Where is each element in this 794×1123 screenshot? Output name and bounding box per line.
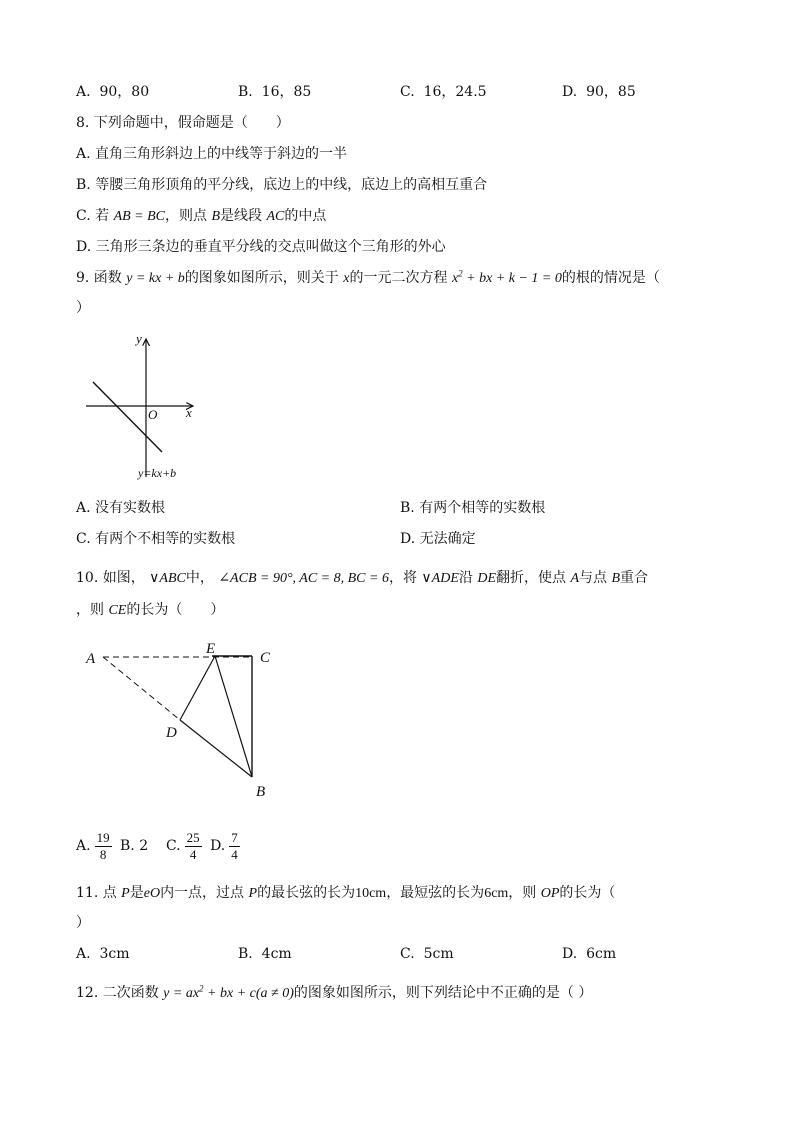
q7-option-a[interactable]: A. 90，80 (76, 84, 150, 100)
q10-option-c[interactable]: C. $\frac{25}{4}$ (165, 829, 200, 862)
math-expr: AB = BC (113, 209, 166, 224)
q7-option-b[interactable]: B. 16，85 (238, 84, 312, 100)
point-e-label: E (206, 641, 216, 657)
q8-option-c[interactable]: C. 若 AB = BC，则点 B是线段 AC的中点 (76, 208, 327, 224)
q11-stem: 11. 点 P是eO内一点，过点 P的最长弦的长为10cm，最短弦的长为6cm，则 OP的长为（ (76, 885, 616, 901)
q7-option-d[interactable]: D. 90，85 (562, 84, 636, 100)
q10-stem-line2: ，则 CE的长为（ ） (76, 602, 225, 618)
q8-option-a[interactable]: A. 直角三角形斜边上的中线等于斜边的一半 (76, 146, 348, 162)
q9-stem-close: ） (76, 300, 90, 316)
math-expr: $x^2$ + bx + k − 1 = 0 (451, 268, 562, 286)
math-expr: ∠ACB = 90°, AC = 8, BC = 6 (218, 571, 389, 586)
q8-stem: 8. 下列命题中，假命题是（ ） (76, 115, 290, 131)
math-expr: y = kx + b (126, 271, 185, 286)
y-axis-label: y (136, 331, 142, 346)
q11-option-c[interactable]: C. 5cm (400, 946, 454, 962)
line-label: y=kx+b (138, 466, 177, 480)
q11-option-d[interactable]: D. 6cm (562, 946, 617, 962)
x-axis-label: x (186, 405, 192, 420)
origin-label: O (148, 407, 158, 422)
q9-graph (80, 325, 210, 490)
point-c-label: C (260, 650, 271, 666)
q9-option-d[interactable]: D. 无法确定 (400, 531, 476, 547)
q10-figure (82, 636, 282, 804)
point-d-label: D (166, 725, 177, 741)
q10-option-a[interactable]: A. $\frac{19}{8}$ (76, 829, 110, 862)
segment-de (180, 656, 215, 720)
q11-stem-close: ） (76, 915, 90, 931)
q11-option-b[interactable]: B. 4cm (238, 946, 292, 962)
q10-option-d[interactable]: D. $\frac{7}{4}$ (210, 829, 238, 862)
q9-option-a[interactable]: A. 没有实数根 (76, 500, 166, 516)
q12-stem: 12. 二次函数 $y = ax^2$ + bx + c(a ≠ 0)的图象如图所示，则下列结论中不正确的是（ ） (76, 983, 593, 1001)
q10-options (76, 827, 244, 865)
q9-stem: 9. 函数 y = kx + b的图象如图所示，则关于 x的一元二次方程 $x^2$ + bx + k − 1 = 0的根的情况是（ (76, 268, 660, 286)
q8-option-d[interactable]: D. 三角形三条边的垂直平分线的交点叫做这个三角形的外心 (76, 239, 446, 255)
point-a-label: A (86, 651, 96, 667)
q9-option-b[interactable]: B. 有两个相等的实数根 (400, 500, 546, 516)
q10-option-b[interactable]: B. 2 (120, 838, 149, 854)
q7-option-c[interactable]: C. 16，24.5 (400, 84, 487, 100)
segment-ad-dashed (103, 657, 180, 720)
q10-stem: 10. 如图， ∨ABC中， ∠ACB = 90°, AC = 8, BC = 6，将 ∨ADE沿 DE翻折，使点 A与点 B重合 (76, 570, 649, 586)
segment-eb (215, 656, 252, 777)
segment-db (180, 720, 252, 777)
q11-option-a[interactable]: A. 3cm (76, 946, 130, 962)
q8-option-b[interactable]: B. 等腰三角形顶角的平分线，底边上的中线，底边上的高相互重合 (76, 177, 488, 193)
q9-option-c[interactable]: C. 有两个不相等的实数根 (76, 531, 236, 547)
math-expr: $y = ax^2$ + bx + c(a ≠ 0) (163, 983, 294, 1001)
point-b-label: B (256, 784, 266, 800)
